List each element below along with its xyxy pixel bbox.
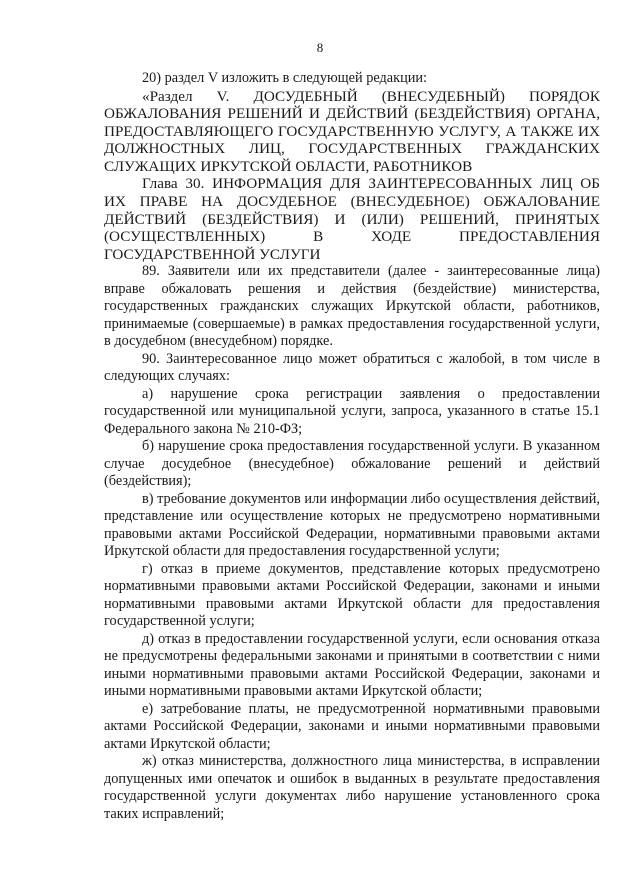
list-item-g: г) отказ в приеме документов, представление которых предусмотрено нормативными правовыми актами Российской Федерации, законами и иными нормативными правовыми актами Иркутской области для предоставления государственной услуги; <box>104 560 600 630</box>
list-item-d: д) отказ в предоставлении государственной услуги, если основания отказа не предусмотрены федеральными законами и принятыми в соответствии с ними иными нормативными правовыми актами Российской Федерации, законами и иными нормативными правовыми актами Иркутской области; <box>104 630 600 700</box>
page-number: 8 <box>316 40 324 55</box>
paragraph-89: 89. Заявители или их представители (далее - заинтересованные лица) вправе обжаловать решения и действия (бездействие) министерства, государственных гражданских служащих Иркутской области, работников, принимаемые (совершаемые) в рамках предоставления государственной услуги, в досудебном (внесудебном) порядке. <box>104 263 600 350</box>
list-item-e: е) затребование платы, не предусмотренной нормативными правовыми актами Российской Федерации, законами и иными нормативными правовыми актами Иркутской области; <box>104 700 600 752</box>
list-item-a: а) нарушение срока регистрации заявления о предоставлении государственной или муниципальной услуги, запроса, указанного в статье 15.1 Федерального закона № 210-ФЗ; <box>104 385 600 437</box>
paragraph-90: 90. Заинтересованное лицо может обратиться с жалобой, в том числе в следующих случаях: <box>104 350 600 385</box>
chapter-heading: Глава 30. ИНФОРМАЦИЯ ДЛЯ ЗАИНТЕРЕСОВАННЫХ ЛИЦ ОБ ИХ ПРАВЕ НА ДОСУДЕБНОЕ (ВНЕСУДЕБНОЕ) ОБЖАЛОВАНИЕ ДЕЙСТВИЙ (БЕЗДЕЙСТВИЯ) И (ИЛИ) РЕШЕНИЙ, ПРИНЯТЫХ (ОСУЩЕСТВЛЕННЫХ) В ХОДЕ ПРЕДОСТАВЛЕНИЯ ГОСУДАРСТВЕННОЙ УСЛУГИ <box>104 175 600 263</box>
section-heading: «Раздел V. ДОСУДЕБНЫЙ (ВНЕСУДЕБНЫЙ) ПОРЯДОК ОБЖАЛОВАНИЯ РЕШЕНИЙ И ДЕЙСТВИЙ (БЕЗДЕЙСТВИЯ) ОРГАНА, ПРЕДОСТАВЛЯЮЩЕГО ГОСУДАРСТВЕННУЮ УСЛУГУ, А ТАКЖЕ ИХ ДОЛЖНОСТНЫХ ЛИЦ, ГОСУДАРСТВЕННЫХ ГРАЖДАНСКИХ СЛУЖАЩИХ ИРКУТСКОЙ ОБЛАСТИ, РАБОТНИКОВ <box>104 87 600 175</box>
list-item-zh: ж) отказ министерства, должностного лица министерства, в исправлении допущенных ими опечаток и ошибок в выданных в результате предоставления государственной услуги документах либо нарушение установленного срока таких исправлений; <box>104 753 600 822</box>
amendment-intro: 20) раздел V изложить в следующей редакции: <box>142 70 428 86</box>
list-item-v: в) требование документов или информации либо осуществления действий, представление или осуществление которых не предусмотрено нормативными правовыми актами Российской Федерации, нормативными правовыми актами Иркутской области для предоставления государственной услуги; <box>104 490 600 560</box>
document-body <box>104 70 600 823</box>
list-item-b: б) нарушение срока предоставления государственной услуги. В указанном случае досудебное (внесудебное) обжалование решений и действий (бездействия); <box>104 438 600 490</box>
